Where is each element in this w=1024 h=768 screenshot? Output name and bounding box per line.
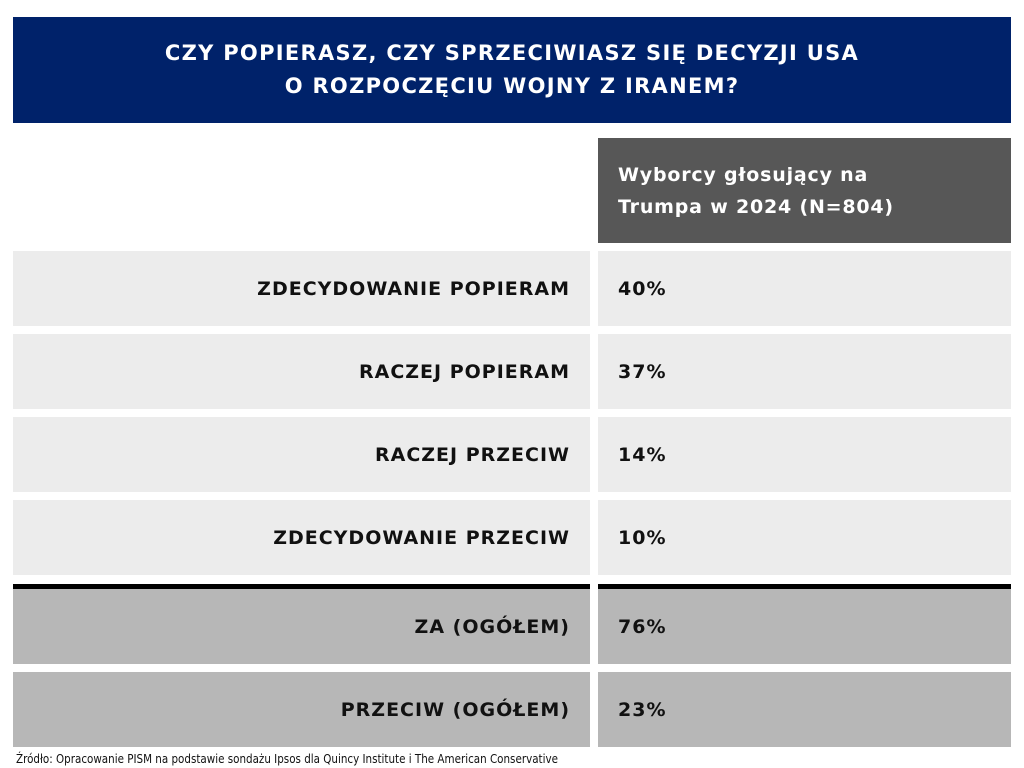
row-value-strongly-oppose: 10% bbox=[598, 500, 1011, 575]
column-header bbox=[598, 138, 1011, 243]
row-label-strongly-support: ZDECYDOWANIE POPIERAM bbox=[13, 251, 590, 326]
source-note: Źródło: Opracowanie PISM na podstawie sondażu Ipsos dla Quincy Institute i The American Conservative bbox=[16, 751, 558, 766]
row-value-strongly-support: 40% bbox=[598, 251, 1011, 326]
chart-title-line-2: O ROZPOCZĘCIU WOJNY Z IRANEM? bbox=[284, 74, 740, 98]
row-value-somewhat-oppose: 14% bbox=[598, 417, 1011, 492]
row-label-strongly-oppose: ZDECYDOWANIE PRZECIW bbox=[13, 500, 590, 575]
summary-value-total-support: 76% bbox=[598, 589, 1011, 664]
summary-value-total-oppose: 23% bbox=[598, 672, 1011, 747]
summary-label-total-oppose: PRZECIW (OGÓŁEM) bbox=[13, 672, 590, 747]
chart-title bbox=[13, 17, 1011, 123]
row-label-somewhat-support: RACZEJ POPIERAM bbox=[13, 334, 590, 409]
summary-label-total-support: ZA (OGÓŁEM) bbox=[13, 589, 590, 664]
row-label-somewhat-oppose: RACZEJ PRZECIW bbox=[13, 417, 590, 492]
column-header-line-2: Trumpa w 2024 (N=804) bbox=[618, 195, 894, 218]
row-value-somewhat-support: 37% bbox=[598, 334, 1011, 409]
column-header-line-1: Wyborcy głosujący na bbox=[618, 163, 869, 186]
chart-title-line-1: CZY POPIERASZ, CZY SPRZECIWIASZ SIĘ DECYZJI USA bbox=[164, 41, 860, 65]
